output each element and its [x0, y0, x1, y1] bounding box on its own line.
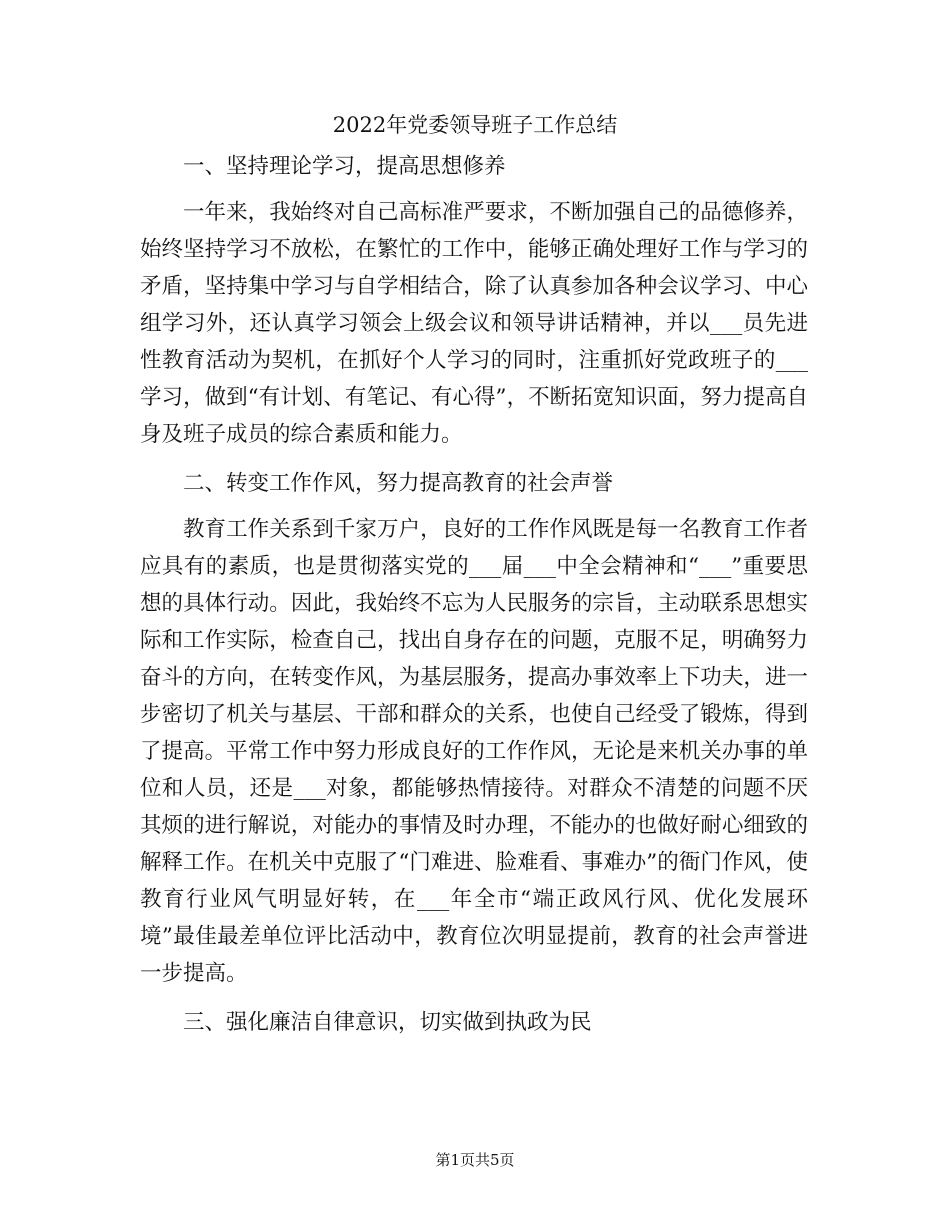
- document-body: [140, 148, 808, 1050]
- section-2-paragraph: 教育工作关系到千家万户，良好的工作作风既是每一名教育工作者应具有的素质，也是贯彻落实党的___届___中全会精神和“___”重要思想的具体行动。因此，我始终不忘为人民服务的宗旨，主动联系思想实际和工作实际，检查自己，找出自身存在的问题，克服不足，明确努力奋斗的方向，在转变作风，为基层服务，提高办事效率上下功夫，进一步密切了机关与基层、干部和群众的关系，也使自己经受了锻炼，得到了提高。平常工作中努力形成良好的工作作风，无论是来机关办事的单位和人员，还是___对象，都能够热情接待。对群众不清楚的问题不厌其烦的进行解说，对能办的事情及时办理，不能办的也做好耐心细致的解释工作。在机关中克服了“门难进、脸难看、事难办”的衙门作风，使教育行业风气明显好转，在___年全市“端正政风行风、优化发展环境”最佳最差单位评比活动中，教育位次明显提前，教育的社会声誉进一步提高。: [140, 517, 808, 986]
- section-1-heading: 一、坚持理论学习，提高思想修养: [183, 154, 506, 179]
- section-3-heading: 三、强化廉洁自律意识，切实做到执政为民: [183, 1010, 592, 1035]
- page-number-footer: 第1页共5页: [435, 1151, 515, 1169]
- section-2-heading: 二、转变工作作风，努力提高教育的社会声誉: [183, 471, 614, 496]
- document-title: 2022年党委领导班子工作总结: [332, 113, 618, 137]
- section-1-paragraph: 一年来，我始终对自己高标准严要求，不断加强自己的品德修养，始终坚持学习不放松，在繁忙的工作中，能够正确处理好工作与学习的矛盾，坚持集中学习与自学相结合，除了认真参加各种会议学习、中心组学习外，还认真学习领会上级会议和领导讲话精神，并以___员先进性教育活动为契机，在抓好个人学习的同时，注重抓好党政班子的___学习，做到“有计划、有笔记、有心得”，不断拓宽知识面，努力提高自身及班子成员的综合素质和能力。: [140, 200, 808, 447]
